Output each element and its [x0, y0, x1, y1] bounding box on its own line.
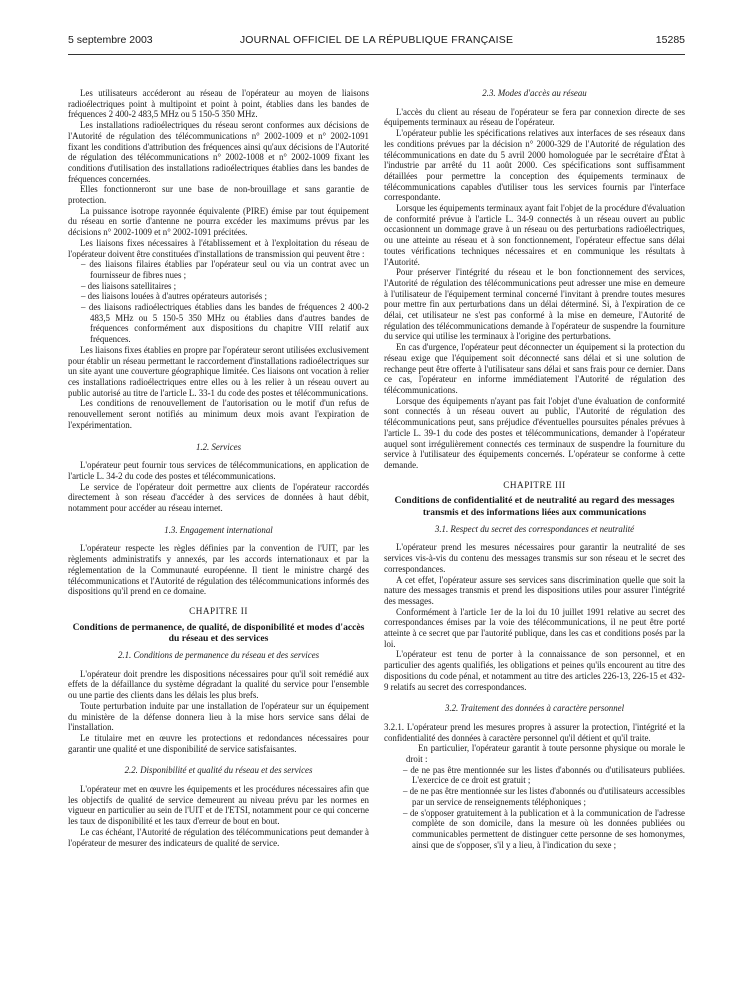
section-heading-secret: 3.1. Respect du secret des correspondances et neutralité — [434, 523, 635, 534]
transmission-list — [68, 259, 369, 345]
chapter-heading: CHAPITRE II — [189, 605, 248, 616]
paragraph: La puissance isotrope rayonnée équivalente (PIRE) émise par tout équipement du réseau en sortie d'antenne ne pourra excéder les maximums prévus par les décisions n° 2002-1009 et n° 2002-1091 précitées. — [68, 205, 369, 238]
section-heading-permanence: 2.1. Conditions de permanence du réseau et des services — [117, 650, 320, 661]
chapter-title: Conditions de confidentialité et de neutralité au regard des messages transmis et des informations liées aux communications — [394, 495, 675, 518]
paragraph: En particulier, l'opérateur garantit à toute personne physique ou morale le droit : — [406, 743, 685, 765]
list-item: – de s'opposer gratuitement à la publication et à la communication de l'adresse complète de son domicile, dans la mesure où les données publiées ou communicables permettent de distinguer cette personne de ses homonymes, ainsi que de s'opposer, s'il y a lieu, à l'indication du sexe ; — [403, 807, 685, 850]
paragraph: Les liaisons fixes nécessaires à l'établissement et à l'exploitation du réseau de l'opérateur doivent être constituées d'installations de transmission qui peuvent être : — [68, 237, 369, 259]
header-page-number: 15285 — [655, 34, 685, 46]
paragraph: Conformément à l'article 1er de la loi du 10 juillet 1991 relative au secret des correspondances émises par la voie des télécommunications, il ne peut être porté atteinte à ce secret que par l'autorité publique, dans les cas et conditions posés par la loi. — [384, 606, 685, 649]
paragraph: L'accès du client au réseau de l'opérateur se fera par connexion directe de ses équipements terminaux au réseau de l'opérateur. — [384, 106, 685, 128]
paragraph: Elles fonctionneront sur une base de non-brouillage et sans garantie de protection. — [68, 184, 369, 206]
list-item: – des liaisons satellitaires ; — [81, 280, 177, 291]
list-item: – de ne pas être mentionnée sur les listes d'abonnés ou d'utilisateurs publiées. L'exercice de ce droit est gratuit ; — [403, 764, 685, 786]
right-column — [384, 88, 685, 968]
paragraph: Les liaisons fixes établies en propre par l'opérateur seront utilisées exclusivement pour établir un réseau permettant le raccordement d'installations radioélectriques sur un site ayant une couverture géographique limitée. Ces liaisons ont vocation à relier ces installations radioélectriques entre elles ou à les relier à un réseau ouvert au public autorisé au titre de l'article L. 33-1 du code des postes et télécommunications. — [68, 344, 369, 398]
paragraph: En cas d'urgence, l'opérateur peut déconnecter un équipement si la protection du réseau exige que l'équipement soit déconnecté sans délai et si une solution de rechange peut être offerte à l'utilisateur sans délai et sans frais pour ce dernier. Dans ce cas, l'opérateur en informe immédiatement l'Autorité de régulation des télécommunications. — [384, 342, 685, 395]
header-rule — [68, 54, 685, 55]
section-heading-donnees: 3.2. Traitement des données à caractère personnel — [444, 703, 625, 714]
paragraph: L'opérateur doit prendre les dispositions nécessaires pour qu'il soit remédié aux effets de la défaillance du système dégradant la qualité du service pour l'ensemble ou une partie des clients dans les délais les plus brefs. — [68, 668, 369, 701]
paragraph: Lorsque des équipements n'ayant pas fait l'objet d'une évaluation de conformité sont connectés à un réseau ouvert au public, l'Autorité de régulation des télécommunications peut, sans préjudice d'éventuelles poursuites pénales prévues à l'article L. 39-1 du code des postes et télécommunications, demander à l'opérateur auquel sont irrégulièrement connectés ces terminaux de suspendre la fourniture du service à l'utilisateur des équipements concernés. L'opérateur se conforme à cette demande. — [384, 395, 685, 470]
list-item: – de ne pas être mentionnée sur les listes d'abonnés ou d'utilisateurs accessibles par un service de renseignements téléphoniques ; — [403, 786, 685, 807]
list-item: – des liaisons filaires établies par l'opérateur seul ou via un contrat avec un fournisseur de fibres nues ; — [81, 259, 369, 280]
paragraph: Pour préserver l'intégrité du réseau et le bon fonctionnement des services, l'Autorité de régulation des télécommunications peut adresser une mise en demeure à l'utilisateur de l'équipement terminal concerné l'invitant à prendre toutes mesures pour mettre fin aux perturbations dans un délai déterminé. Si, à l'expiration de ce délai, cet utilisateur ne s'est pas conformé à la mise en demeure, l'Autorité de régulation des télécommunications demande à l'opérateur de suspendre la fourniture du service qui utilise les terminaux à l'origine des perturbations. — [384, 267, 685, 342]
section-heading-disponibilite: 2.2. Disponibilité et qualité du réseau et des services — [124, 765, 313, 776]
left-column — [68, 88, 369, 968]
paragraph: L'opérateur est tenu de porter à la connaissance de son personnel, et en particulier des agents qualifiés, les obligations et peines qu'ils encourent au titre des dispositions du code pénal, et notamment au titre des articles 226-13, 226-15 et 432-9 relatifs au secret des correspondances. — [384, 649, 685, 692]
paragraph: Les installations radioélectriques du réseau seront conformes aux décisions de l'Autorité de régulation des télécommunications n° 2002-1009 et n° 2002-1091 fixant les conditions d'attribution des fréquences ainsi qu'aux décisions de l'Autorité de régulation des télécommunications n° 2002-1008 et n° 2002-1009 fixant les conditions d'utilisation des installations radioélectriques établies dans les bandes de fréquences concernées. — [68, 120, 369, 184]
rights-list — [384, 765, 685, 851]
paragraph: L'opérateur met en œuvre les équipements et les procédures nécessaires afin que les objectifs de qualité de service demeurent au niveau prévu par les normes en vigueur en particulier au sein de l'UIT et de l'ETSI, notamment pour ce qui concerne les taux de disponibilité et les taux d'erreur de bout en bout. — [68, 784, 369, 827]
paragraph: 3.2.1. L'opérateur prend les mesures propres à assurer la protection, l'intégrité et la confidentialité des données à caractère personnel qu'il détient et qu'il traite. — [384, 721, 685, 743]
paragraph: Le cas échéant, l'Autorité de régulation des télécommunications peut demander à l'opérateur de mesurer des indicateurs de qualité de service. — [68, 826, 369, 848]
paragraph: A cet effet, l'opérateur assure ses services sans discrimination quelle que soit la nature des messages transmis et prend les dispositions utiles pour assurer l'intégrité des messages. — [384, 574, 685, 606]
header-date: 5 septembre 2003 — [68, 34, 153, 46]
paragraph: L'opérateur prend les mesures nécessaires pour garantir la neutralité de ses services vis-à-vis du contenu des messages transmis sur son réseau et le secret des correspondances. — [384, 542, 685, 574]
chapter-heading: CHAPITRE III — [503, 479, 566, 490]
page-header — [68, 34, 685, 52]
paragraph: Lorsque les équipements terminaux ayant fait l'objet de la procédure d'évaluation de conformité prévue à l'article L. 34-9 connectés à un réseau ouvert au public occasionnent un dommage grave à un réseau ou des perturbations radioélectriques, ou une atteinte au réseau et à son fonctionnement, l'opérateur effectue sans délai toutes vérifications techniques nécessaires et en communique les résultats à l'Autorité. — [384, 203, 685, 267]
paragraph: L'opérateur respecte les règles définies par la convention de l'UIT, par les règlements administratifs y annexés, par les accords internationaux et par la réglementation de la Communauté européenne. Il tient le ministre chargé des télécommunications et l'Autorité de régulation des télécommunications informés des dispositions qu'il prend en ce domaine. — [68, 543, 369, 597]
chapter-title: Conditions de permanence, de qualité, de disponibilité et modes d'accès du réseau et des services — [72, 621, 365, 644]
list-item: – des liaisons louées à d'autres opérateurs autorisés ; — [81, 291, 267, 302]
paragraph: Le titulaire met en œuvre les protections et redondances nécessaires pour garantir une qualité et une disponibilité de service satisfaisantes. — [68, 732, 369, 754]
paragraph: Toute perturbation induite par une installation de l'opérateur sur un équipement du ministère de la défense donnera lieu à la mise hors service sans délai de l'installation. — [68, 700, 369, 733]
section-heading-modes-acces: 2.3. Modes d'accès au réseau — [482, 88, 587, 98]
list-item: – des liaisons radioélectriques établies dans les bandes de fréquences 2 400-2 483,5 MHz ou 5 150-5 350 MHz ou établies dans d'autres bandes de fréquences conformément aux dispositions du chapitre VIII relatif aux fréquences. — [81, 302, 369, 345]
paragraph: L'opérateur peut fournir tous services de télécommunications, en application de l'article L. 34-2 du code des postes et télécommunications. — [68, 460, 369, 481]
paragraph: L'opérateur publie les spécifications relatives aux interfaces de ses réseaux dans les conditions prévues par la décision n° 2000-329 de l'Autorité de régulation des télécommunications en date du 5 avril 2000 homologuée par le secrétaire d'État à l'industrie par arrêté du 11 août 2000. Ces spécifications sont suffisamment détaillées pour permettre la conception des équipements terminaux de télécommunications capables d'utiliser tous les services fournis par l'interface correspondante. — [384, 128, 685, 203]
paragraph: Le service de l'opérateur doit permettre aux clients de l'opérateur raccordés directement à son réseau d'accéder à des services de données à haut débit, notamment pour accéder au réseau internet. — [68, 481, 369, 514]
section-heading-engagement: 1.3. Engagement international — [164, 524, 273, 535]
header-journal-title: JOURNAL OFFICIEL DE LA RÉPUBLIQUE FRANÇAISE — [239, 34, 514, 46]
section-heading-services: 1.2. Services — [195, 441, 242, 452]
indented-block — [384, 743, 685, 764]
paragraph: Les utilisateurs accéderont au réseau de l'opérateur au moyen de liaisons radioélectriques point à multipoint et point à point, établies dans les bandes de fréquences 2 400-2 483,5 MHz ou 5 150-5 350 MHz. — [68, 88, 369, 120]
paragraph: Les conditions de renouvellement de l'autorisation ou le motif d'un refus de renouvellement seront notifiés au minimum deux mois avant l'expiration de l'expérimentation. — [68, 398, 369, 430]
